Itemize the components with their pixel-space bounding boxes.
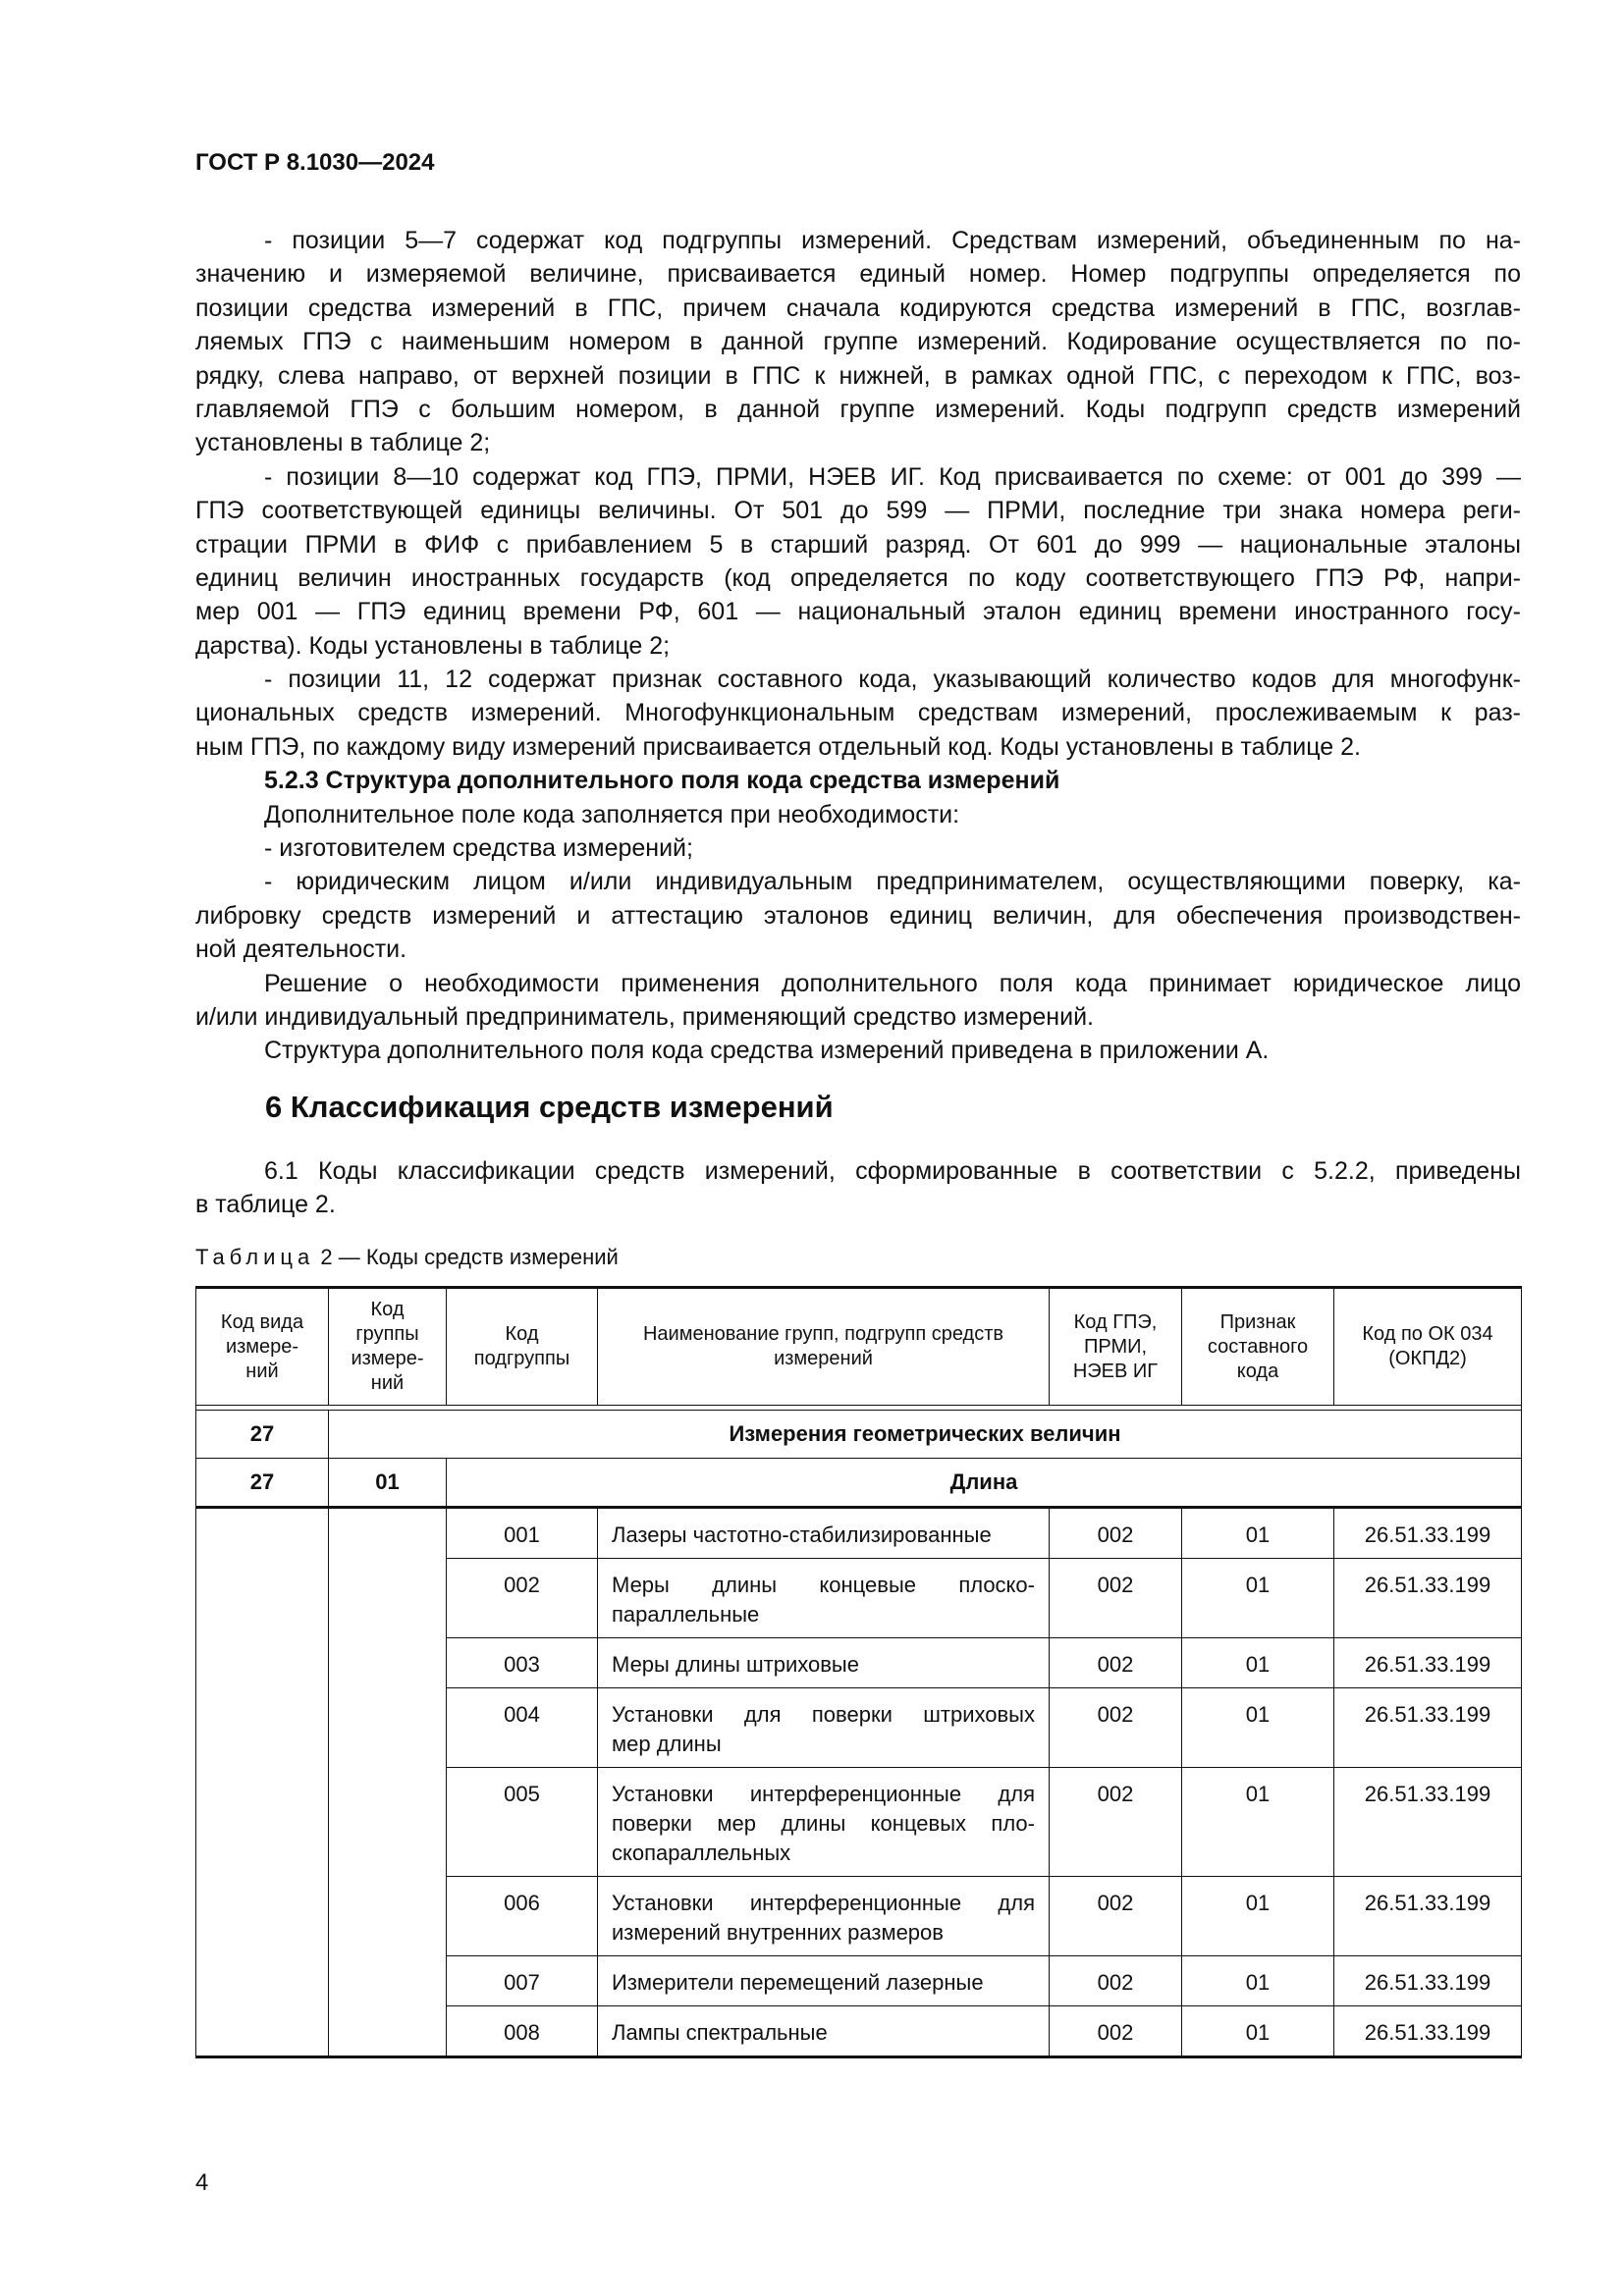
composite-sign: 01: [1182, 1877, 1334, 1956]
kind-code-cell: [196, 1508, 329, 2057]
header-line: ний: [370, 1372, 405, 1394]
text-line: ной деятельности.: [195, 935, 407, 964]
subgroup-name: [598, 1688, 1050, 1768]
okpd2-code: 26.51.33.199: [1334, 1768, 1522, 1877]
gpe-code: 002: [1050, 2006, 1182, 2057]
composite-sign: 01: [1182, 1638, 1334, 1688]
okpd2-code: 26.51.33.199: [1334, 2006, 1522, 2057]
header-line: Код: [370, 1299, 405, 1320]
composite-sign: 01: [1182, 2006, 1334, 2057]
group-code-cell: [329, 1508, 447, 2057]
text-line: - позиции 8—10 содержат код ГПЭ, ПРМИ, НЭЕВ ИГ. Код присваивается по схеме: от 001 до 399 —: [264, 462, 1521, 491]
column-header: [1182, 1288, 1334, 1406]
table-row: [196, 1508, 1522, 1559]
header-line: Код: [505, 1323, 539, 1345]
text-line: Структура дополнительного поля кода средства измерений приведена в приложении А.: [264, 1037, 1270, 1065]
text-line: - юридическим лицом и/или индивидуальным предпринимателем, осуществляющими поверку, ка-: [264, 868, 1521, 896]
okpd2-code: 26.51.33.199: [1334, 1559, 1522, 1638]
subgroup-name: [598, 1559, 1050, 1638]
text-line: Решение о необходимости применения дополнительного поля кода принимает юридическое лицо: [264, 969, 1521, 997]
table-caption-prefix: Таблица: [195, 1245, 315, 1269]
header-line: ний: [245, 1360, 279, 1382]
subgroup-code: 006: [447, 1877, 598, 1956]
column-header: [196, 1288, 329, 1406]
name-line: Меры длины концевые плоско-: [612, 1573, 1035, 1597]
section-paragraph: [195, 1154, 1521, 1222]
group-code: 27: [196, 1411, 329, 1459]
text-line: главляемой ГПЭ с большим номером, в данной группе измерений. Коды подгрупп средств измерений: [195, 395, 1521, 423]
header-line: Код по ОК 034: [1362, 1323, 1493, 1345]
okpd2-code: 26.51.33.199: [1334, 1956, 1522, 2006]
paragraph: [195, 224, 1521, 460]
header-line: группы: [355, 1323, 419, 1345]
subgroup-name: Длина: [447, 1459, 1522, 1508]
name-line: поверки мер длины концевых пло-: [612, 1811, 1035, 1836]
name-line: скопараллельных: [612, 1841, 791, 1865]
body-text: [195, 224, 1521, 1068]
subgroup-name: [598, 1768, 1050, 1877]
table-header-row: [196, 1288, 1522, 1406]
text-line: ным ГПЭ, по каждому виду измерений присваивается отдельный код. Коды установлены в таблице 2.: [195, 732, 1361, 761]
paragraph: [195, 1154, 1521, 1222]
table-caption: [195, 1245, 619, 1270]
paragraph: [195, 865, 1521, 966]
composite-sign: 01: [1182, 1956, 1334, 2006]
text-line: дарства). Коды установлены в таблице 2;: [195, 631, 671, 660]
text-line: единиц величин иностранных государств (код определяется по коду соответствующего ГПЭ РФ, напри-: [195, 563, 1521, 592]
subgroup-name: [598, 1956, 1050, 2006]
column-header: [598, 1288, 1050, 1406]
gpe-code: 002: [1050, 1877, 1182, 1956]
column-header: [447, 1288, 598, 1406]
text-line: циональных средств измерений. Многофункциональным средствам измерений, прослеживаемым к раз-: [195, 699, 1521, 727]
okpd2-code: 26.51.33.199: [1334, 1688, 1522, 1768]
subgroup-group-code: 01: [329, 1459, 447, 1508]
header-line: НЭЕВ ИГ: [1072, 1360, 1159, 1382]
subgroup-name: [598, 2006, 1050, 2057]
text-line: страции ПРМИ в ФИФ с прибавлением 5 в старший разряд. От 601 до 999 — национальные эталоны: [195, 530, 1521, 559]
header-line: подгруппы: [473, 1348, 570, 1369]
name-line: Лампы спектральные: [612, 2020, 828, 2045]
paragraph: [195, 460, 1521, 663]
subgroup-name: [598, 1508, 1050, 1559]
header-line: Код ГПЭ,: [1073, 1310, 1158, 1333]
header-line: измерений: [774, 1348, 873, 1369]
composite-sign: 01: [1182, 1559, 1334, 1638]
name-line: мер длины: [612, 1732, 722, 1756]
subgroup-code: 004: [447, 1688, 598, 1768]
text-line: - позиции 5—7 содержат код подгруппы измерений. Средствам измерений, объединенным по на-: [264, 227, 1521, 254]
paragraph: [195, 798, 1521, 831]
page-number: 4: [195, 2169, 209, 2196]
name-line: Установки интерференционные для: [612, 1782, 1035, 1806]
paragraph: [195, 663, 1521, 764]
subgroup-code: 002: [447, 1559, 598, 1638]
gpe-code: 002: [1050, 1559, 1182, 1638]
text-line: 5.2.3 Структура дополнительного поля кода средства измерений: [264, 767, 1060, 795]
text-line: установлены в таблице 2;: [195, 429, 491, 457]
subgroup-name: [598, 1638, 1050, 1688]
subgroup-kind-code: 27: [196, 1459, 329, 1508]
text-line: рядку, слева направо, от верхней позиции в ГПС к нижней, в рамках одной ГПС, с переходом к ГПС, воз-: [195, 361, 1521, 390]
text-line: - позиции 11, 12 содержат признак составного кода, указывающий количество кодов для многофунк-: [264, 666, 1521, 694]
group-name: Измерения геометрических величин: [329, 1411, 1522, 1459]
text-line: и/или индивидуальный предприниматель, применяющий средство измерений.: [195, 1002, 1094, 1031]
subsection-heading: [195, 764, 1521, 797]
name-line: Лазеры частотно-стабилизированные: [612, 1522, 992, 1547]
name-line: измерений внутренних размеров: [612, 1920, 944, 1945]
text-line: ляемых ГПЭ с наименьшим номером в данной группе измерений. Кодирование осуществляется по по-: [195, 328, 1521, 356]
composite-sign: 01: [1182, 1768, 1334, 1877]
table-caption-title: 2 — Коды средств измерений: [320, 1245, 619, 1269]
subgroup-code: 003: [447, 1638, 598, 1688]
subgroup-name: [598, 1877, 1050, 1956]
column-header: [329, 1288, 447, 1406]
paragraph: [195, 1034, 1521, 1067]
name-line: Установки для поверки штриховых: [612, 1702, 1035, 1727]
text-line: - изготовителем средства измерений;: [264, 834, 693, 863]
name-line: параллельные: [612, 1602, 760, 1627]
gpe-code: 002: [1050, 1768, 1182, 1877]
header-line: составного: [1207, 1335, 1309, 1358]
column-header: [1334, 1288, 1522, 1406]
column-header: [1050, 1288, 1182, 1406]
text-line: позиции средства измерений в ГПС, причем сначала кодируются средства измерений в ГПС, возглав-: [195, 294, 1521, 322]
header-line: (ОКПД2): [1388, 1348, 1467, 1369]
gpe-code: 002: [1050, 1508, 1182, 1559]
composite-sign: 01: [1182, 1688, 1334, 1768]
text-line: мер 001 — ГПЭ единиц времени РФ, 601 — национальный эталон единиц времени иностранного госу-: [195, 598, 1521, 626]
codes-table: [195, 1286, 1522, 2058]
text-line: либровку средств измерений и аттестацию эталонов единиц величин, для обеспечения производствен-: [195, 901, 1521, 930]
subgroup-code: 007: [447, 1956, 598, 2006]
header-line: кода: [1236, 1360, 1279, 1382]
name-line: Установки интерференционные для: [612, 1891, 1035, 1915]
text-line: ГПЭ соответствующей единицы величины. От 501 до 599 — ПРМИ, последние три знака номера реги-: [195, 497, 1521, 525]
text-line: 6.1 Коды классификации средств измерений, сформированные в соответствии с 5.2.2, приведены: [264, 1157, 1521, 1185]
gpe-code: 002: [1050, 1638, 1182, 1688]
text-line: Дополнительное поле кода заполняется при необходимости:: [264, 800, 960, 828]
header-line: ПРМИ,: [1083, 1335, 1148, 1358]
header-line: Признак: [1219, 1310, 1296, 1333]
header-line: Код вида: [220, 1310, 304, 1333]
text-line: значению и измеряемой величине, присваивается единый номер. Номер подгруппы определяется по: [195, 260, 1521, 289]
name-line: Измерители перемещений лазерные: [612, 1970, 984, 1995]
header-line: измере-: [351, 1348, 424, 1369]
name-line: Меры длины штриховые: [612, 1652, 859, 1677]
subgroup-code: 001: [447, 1508, 598, 1559]
subgroup-code: 008: [447, 2006, 598, 2057]
header-line: Наименование групп, подгрупп средств: [642, 1323, 1004, 1345]
group-row: [196, 1411, 1522, 1459]
subgroup-code: 005: [447, 1768, 598, 1877]
document-id-header: ГОСТ Р 8.1030—2024: [195, 149, 435, 176]
paragraph: [195, 831, 1521, 865]
section-heading: 6 Классификация средств измерений: [265, 1090, 834, 1124]
gpe-code: 002: [1050, 1956, 1182, 2006]
okpd2-code: 26.51.33.199: [1334, 1508, 1522, 1559]
header-line: измере-: [225, 1335, 299, 1358]
okpd2-code: 26.51.33.199: [1334, 1877, 1522, 1956]
paragraph: [195, 967, 1521, 1035]
text-line: в таблице 2.: [195, 1191, 336, 1219]
subgroup-row: [196, 1459, 1522, 1508]
gpe-code: 002: [1050, 1688, 1182, 1768]
okpd2-code: 26.51.33.199: [1334, 1638, 1522, 1688]
composite-sign: 01: [1182, 1508, 1334, 1559]
